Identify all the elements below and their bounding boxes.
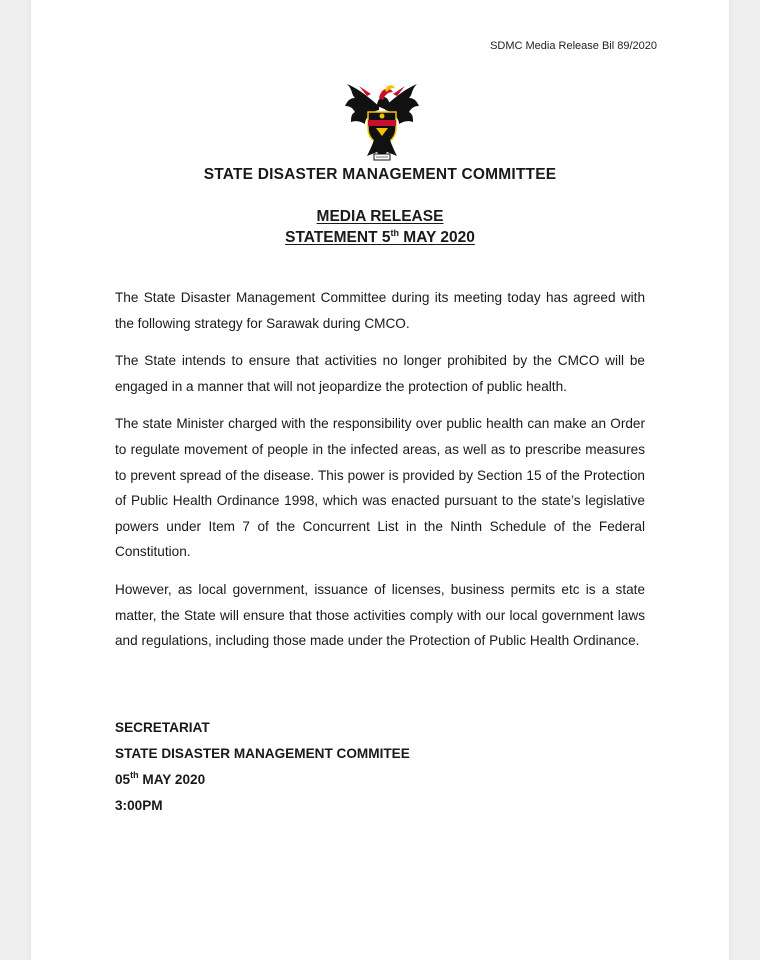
signoff-date-prefix: 05 xyxy=(115,772,131,787)
statement-superscript: th xyxy=(390,228,399,238)
paragraph: The State Disaster Management Committee during its meeting today has agreed with the following strategy for Sarawak during CMCO. xyxy=(115,290,645,331)
release-heading xyxy=(31,206,729,248)
statement-suffix: MAY 2020 xyxy=(399,229,475,246)
signoff-block xyxy=(115,715,410,819)
reference-number: SDMC Media Release Bil 89/2020 xyxy=(490,40,657,52)
signoff-date xyxy=(115,767,410,793)
statement-body xyxy=(115,285,645,666)
sarawak-coat-of-arms-icon xyxy=(341,76,423,162)
paragraph: However, as local government, issuance of licenses, business permits etc is a state matter, the State will ensure that those activities comply with our local government laws and regulations, including those made under the Protection of Public Health Ordinance. xyxy=(115,581,645,649)
signoff-department: SECRETARIAT xyxy=(115,720,210,735)
signoff-date-suffix: MAY 2020 xyxy=(138,772,206,787)
statement-date xyxy=(285,229,475,246)
signoff-committee: STATE DISASTER MANAGEMENT COMMITEE xyxy=(115,746,410,761)
signoff-date-superscript: th xyxy=(130,770,139,780)
statement-prefix: STATEMENT 5 xyxy=(285,229,391,246)
organisation-title: STATE DISASTER MANAGEMENT COMMITTEE xyxy=(203,166,557,183)
signoff-time: 3:00PM xyxy=(115,798,163,813)
document-page xyxy=(31,0,729,960)
media-release-label: MEDIA RELEASE xyxy=(316,208,444,225)
paragraph: The state Minister charged with the responsibility over public health can make an Order to regulate movement of people in the infected areas, as well as to prescribe measures to prevent spread of the disease. This power is provided by Section 15 of the Protection of Public Health Ordinance 1998, which was enacted pursuant to the state’s legislative powers under Item 7 of the Concurrent List in the Ninth Schedule of the Federal Constitution. xyxy=(115,416,645,560)
paragraph: The State intends to ensure that activities no longer prohibited by the CMCO will be engaged in a manner that will not jeopardize the protection of public health. xyxy=(115,353,645,394)
